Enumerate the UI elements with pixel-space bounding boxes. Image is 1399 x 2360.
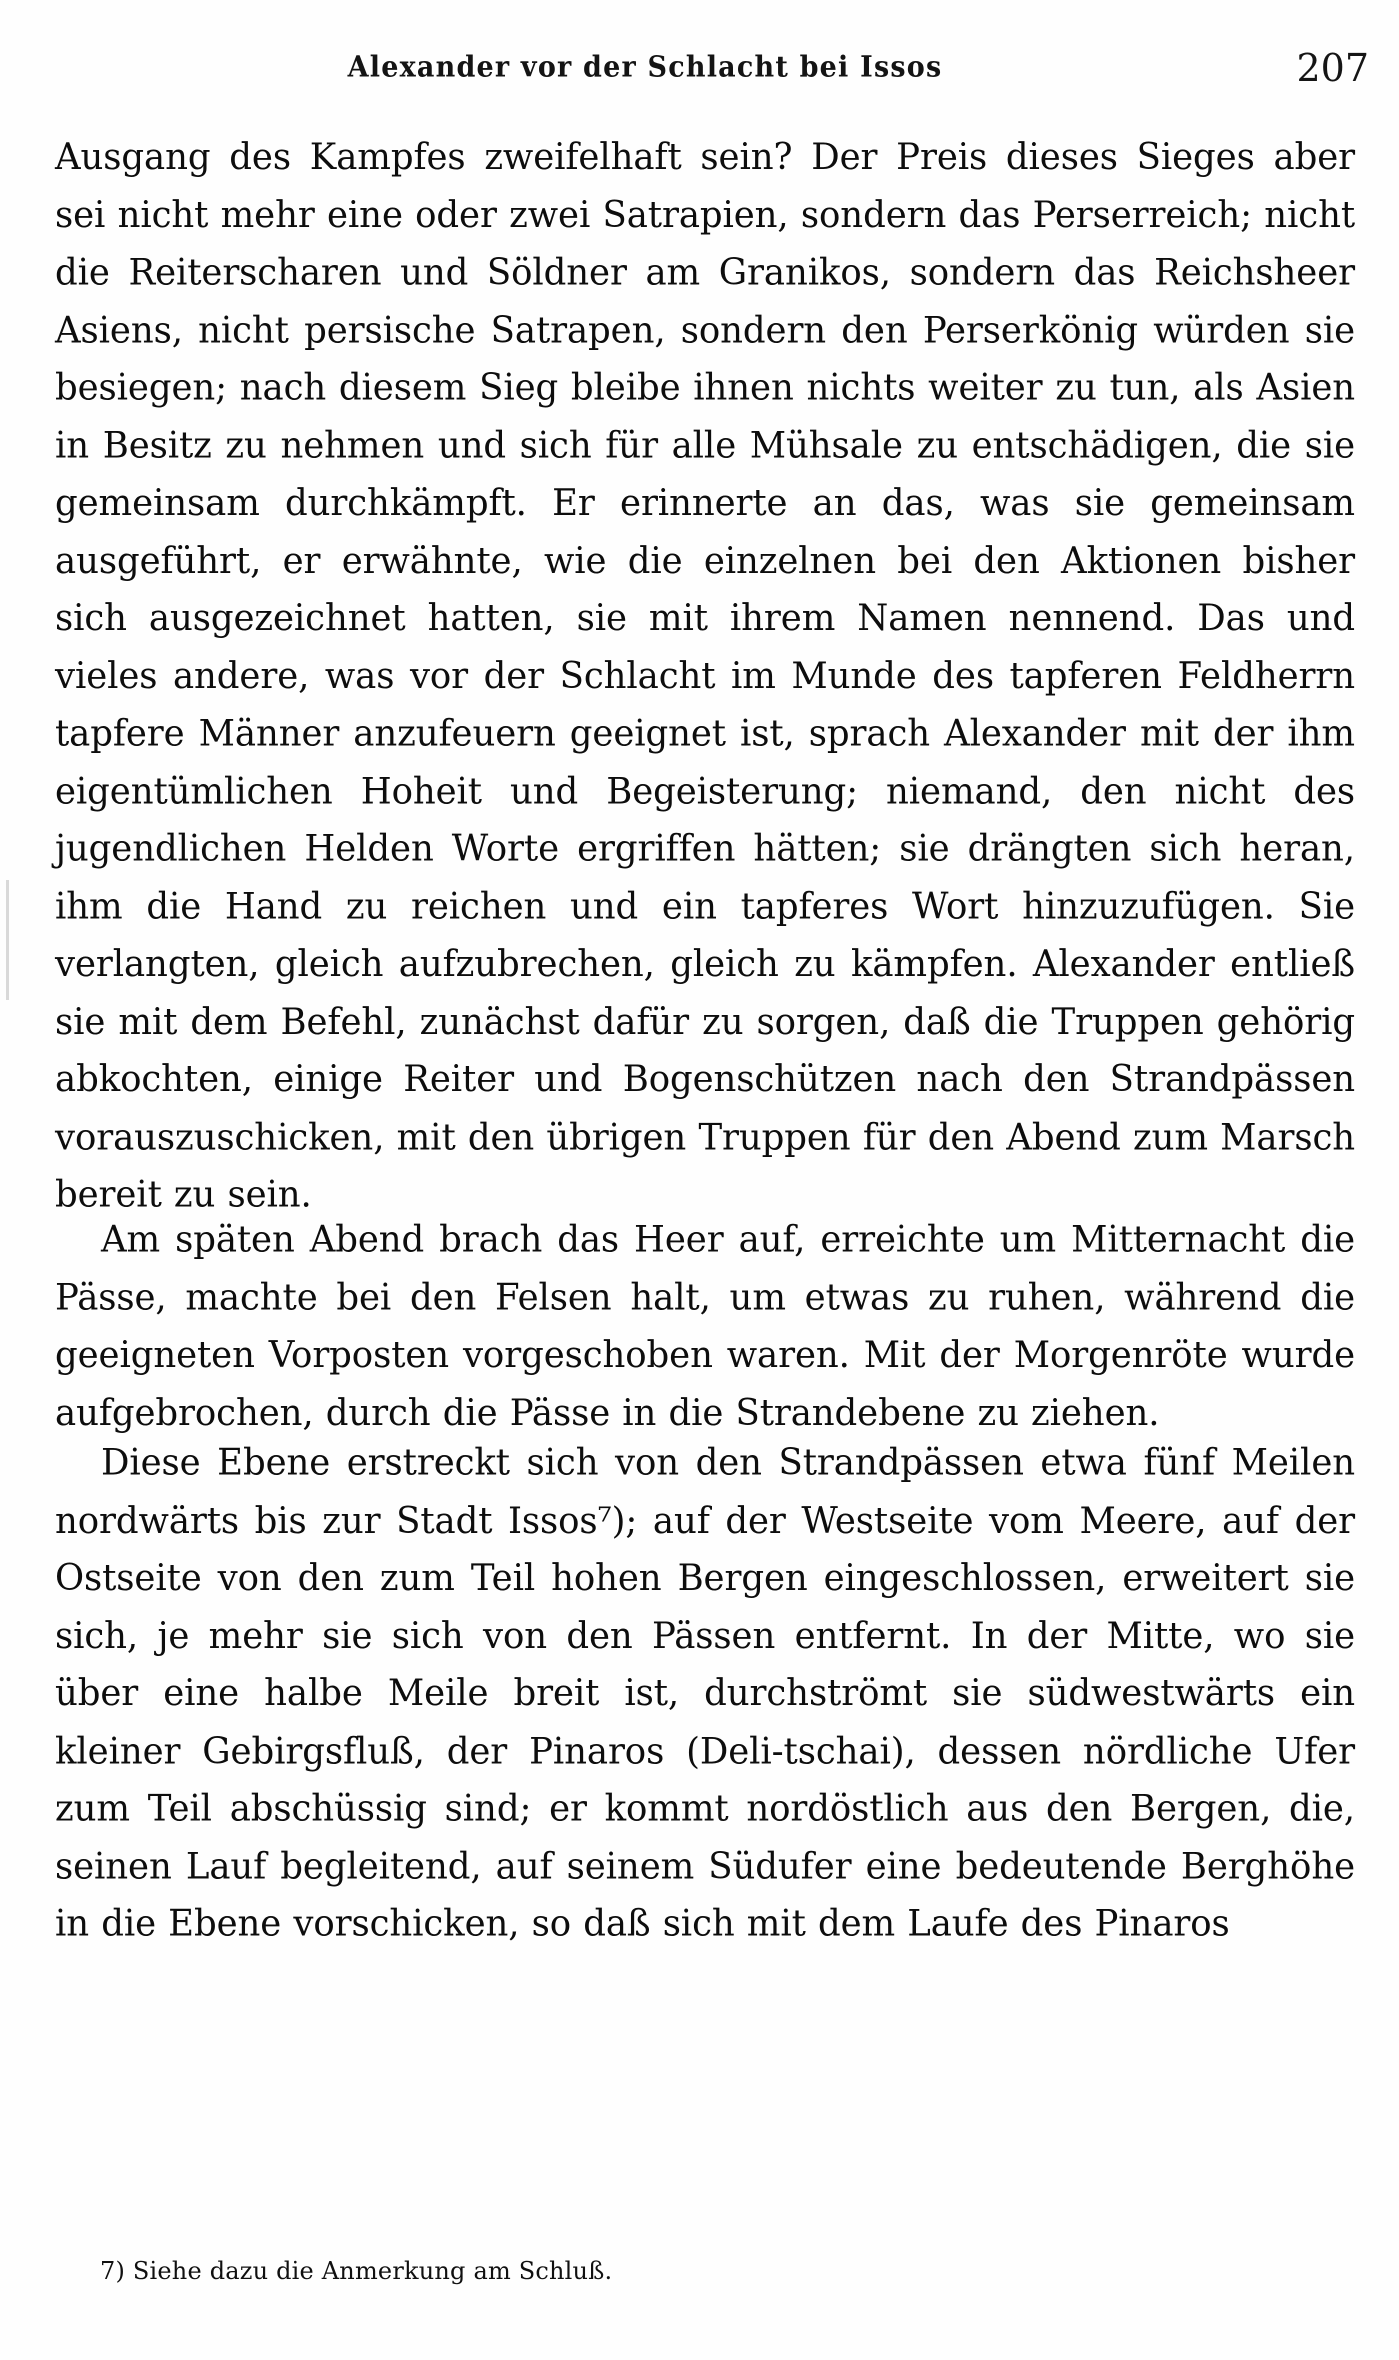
paragraph: Ausgang des Kampfes zweifelhaft sein? Der Preis dieses Sieges aber sei nicht mehr eine oder zwei Satrapien, sondern das Perserreich; nicht die Reiterscharen und Söldner am Granikos, sondern das Reichsheer Asiens, nicht persische Satrapen, sondern den Perserkönig würden sie besiegen; nach diesem Sieg bleibe ihnen nichts weiter zu tun, als Asien in Besitz zu nehmen und sich für alle Mühsale zu entschädigen, die sie gemeinsam durchkämpft. Er erinnerte an das, was sie gemeinsam ausgeführt, er erwähnte, wie die einzelnen bei den Aktionen bisher sich ausgezeichnet hatten, sie mit ihrem Namen nennend. Das und vieles andere, was vor der Schlacht im Munde des tapferen Feldherrn tapfere Männer anzufeuern geeignet ist, sprach Alexander mit der ihm eigentümlichen Hoheit und Begeisterung; niemand, den nicht des jugendlichen Helden Worte ergriffen hätten; sie drängten sich heran, ihm die Hand zu reichen und ein tapferes Wort hinzuzufügen. Sie verlangten, gleich aufzubrechen, gleich zu kämpfen. Alexander entließ sie mit dem Befehl, zunächst dafür zu sorgen, daß die Truppen gehörig abkochten, einige Reiter und Bogenschützen nach den Strandpässen vorauszuschicken, mit den übrigen Truppen für den Abend zum Marsch bereit zu sein. xyxy=(55,136,1355,1216)
running-head: Alexander vor der Schlacht bei Issos xyxy=(347,50,943,85)
footnote-area xyxy=(100,2255,1300,2287)
footnote-marker: 7) xyxy=(100,2257,126,2285)
paragraph: Am späten Abend brach das Heer auf, erreichte um Mitternacht die Pässe, machte bei den Felsen halt, um etwas zu ruhen, während die geeigneten Vorposten vorgeschoben waren. Mit der Morgenröte wurde aufgebrochen, durch die Pässe in die Strandebene zu ziehen. xyxy=(55,1218,1355,1434)
body-text xyxy=(55,136,1355,1948)
scan-artifact xyxy=(6,880,9,1000)
footnote-text: Siehe dazu die Anmerkung am Schluß. xyxy=(132,2257,613,2285)
footnote xyxy=(100,2255,1300,2287)
paragraph: Diese Ebene erstreckt sich von den Strandpässen etwa fünf Meilen nordwärts bis zur Stadt Issos⁷); auf der Westseite vom Meere, auf der Ostseite von den zum Teil hohen Bergen eingeschlossen, erweitert sie sich, je mehr sie sich von den Pässen entfernt. In der Mitte, wo sie über eine halbe Meile breit ist, durchströmt sie südwestwärts ein kleiner Gebirgsfluß, der Pinaros (Deli-tschai), dessen nördliche Ufer zum Teil abschüssig sind; er kommt nordöstlich aus den Bergen, die, seinen Lauf begleitend, auf seinem Südufer eine bedeutende Berghöhe in die Ebene vorschicken, so daß sich mit dem Laufe des Pinaros xyxy=(55,1441,1355,1945)
page-header xyxy=(0,46,1399,112)
page-number: 207 xyxy=(1296,46,1369,90)
